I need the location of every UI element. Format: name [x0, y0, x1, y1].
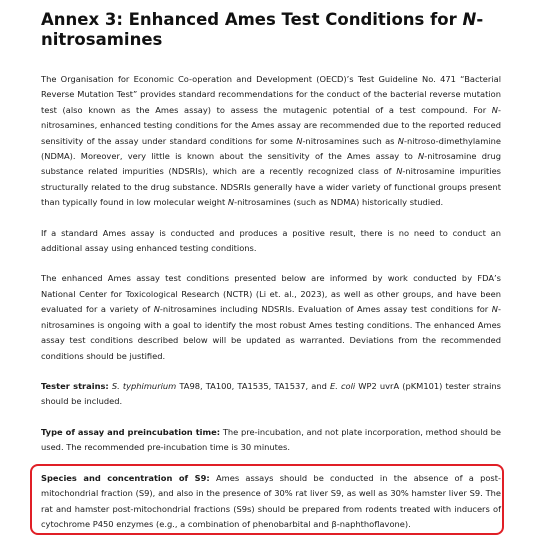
assay-type-label: Type of assay and preincubation time:: [41, 426, 221, 437]
title-text: Annex 3: Enhanced Ames Test Conditions for: [41, 10, 463, 29]
paragraph-nctr-conditions: The enhanced Ames assay test conditions presented below are informed by work conducted by FDA’s National Center for Toxicological Research (NCTR) (Li et. al., 2023), as well as other groups, and have been evaluated for a variety of N-nitrosamines including NDSRIs. Evaluation of Ames assay test conditions for N-nitrosamines is ongoing with a goal to identify the most robust Ames testing conditions. The enhanced Ames assay test conditions described below will be updated as warranted. Deviations from the recommended conditions should be justified.: [41, 273, 501, 361]
title-suffix: -nitrosamines: [41, 10, 484, 49]
paragraph-standard-assay: If a standard Ames assay is conducted and produces a positive result, there is no need to conduct an additional assay using enhanced testing conditions.: [41, 227, 501, 254]
tester-strains-label: Tester strains:: [41, 380, 109, 391]
paragraph-oecd-guideline: The Organisation for Economic Co-operation and Development (OECD)’s Test Guideline No. 471 “Bacterial Reverse Mutation Test” provides standard recommendations for the conduct of the bacterial reverse mutation test (also known as the Ames assay) to assess the mutagenic potential of a test compound. For N-nitrosamines, enhanced testing conditions for the Ames assay are recommended due to the reported reduced sensitivity of the assay under standard conditions for some N-nitrosamines such as N-nitroso-dimethylamine (NDMA). Moreover, very little is known about the sensitivity of the Ames assay to N-nitrosamine drug substance related impurities (NDSRIs), which are a recently recognized class of N-nitrosamine impurities structurally related to the drug substance. NDSRIs generally have a wider variety of functional groups present than typically found in low molecular weight N-nitrosamines (such as NDMA) historically studied.: [41, 74, 501, 208]
s9-label: Species and concentration of S9:: [41, 473, 210, 483]
paragraph-s9-species: Species and concentration of S9: Ames assays should be conducted in the absence of a post-mitochondrial fraction (S9), and also in the presence of 30% rat liver S9, as well as 30% hamster liver S9. The rat and hamster post-mitochondrial fractions (S9s) should be prepared from rodents treated with inducers of cytochrome P450 enzymes (e.g., a combination of phenobarbital and β-naphthoflavone).: [41, 473, 501, 530]
paragraph-assay-type: Type of assay and preincubation time: The pre-incubation, and not plate incorporation, method should be used. The recommended pre-incubation time is 30 minutes.: [41, 426, 501, 453]
paragraph-tester-strains: Tester strains: S. typhimurium TA98, TA100, TA1535, TA1537, and E. coli WP2 uvrA (pKM101) tester strains should be included.: [41, 380, 501, 407]
annex-title: [41, 10, 501, 50]
title-italic: N: [462, 10, 477, 29]
